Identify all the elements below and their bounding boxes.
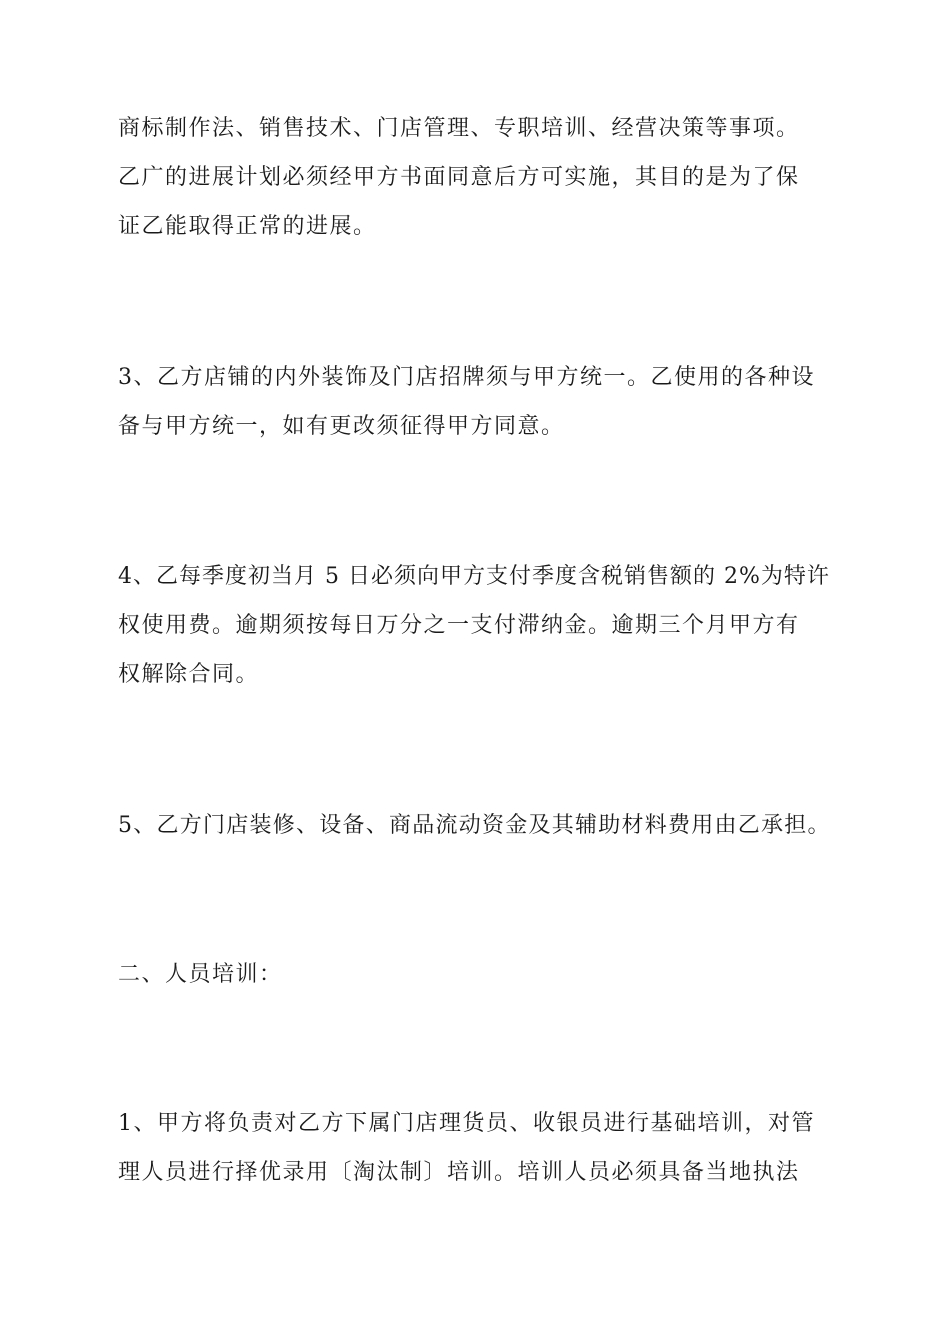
text-line: 权解除合同。 [118, 662, 260, 687]
text-line: 证乙能取得正常的进展。 [118, 214, 377, 239]
paragraph-clause-4 [118, 552, 836, 699]
heading-text: 二、人员培训： [118, 962, 283, 987]
text-line: 备与甲方统一，如有更改须征得甲方同意。 [118, 414, 565, 439]
paragraph-clause-5 [118, 801, 836, 850]
text-line: 权使用费。逾期须按每日万分之一支付滞纳金。逾期三个月甲方有 [118, 613, 800, 638]
section-heading-personnel-training [118, 950, 836, 999]
paragraph-continuation [118, 104, 836, 251]
paragraph-training-clause-1 [118, 1099, 836, 1197]
text-line: 1、甲方将负责对乙方下属门店理货员、收银员进行基础培训，对管 [118, 1111, 815, 1136]
text-line: 理人员进行择优录用〔淘汰制〕培训。培训人员必须具备当地执法 [118, 1160, 800, 1185]
text-line: 乙广的进展计划必须经甲方书面同意后方可实施，其目的是为了保 [118, 165, 800, 190]
text-line: 3、乙方店铺的内外装饰及门店招牌须与甲方统一。乙使用的各种设 [118, 365, 815, 390]
text-line: 4、乙每季度初当月 5 日必须向甲方支付季度含税销售额的 2%为特许 [118, 564, 830, 589]
paragraph-clause-3 [118, 353, 836, 451]
text-line: 5、乙方门店装修、设备、商品流动资金及其辅助材料费用由乙承担。 [118, 813, 831, 838]
text-line: 商标制作法、销售技术、门店管理、专职培训、经营决策等事项。 [118, 116, 800, 141]
